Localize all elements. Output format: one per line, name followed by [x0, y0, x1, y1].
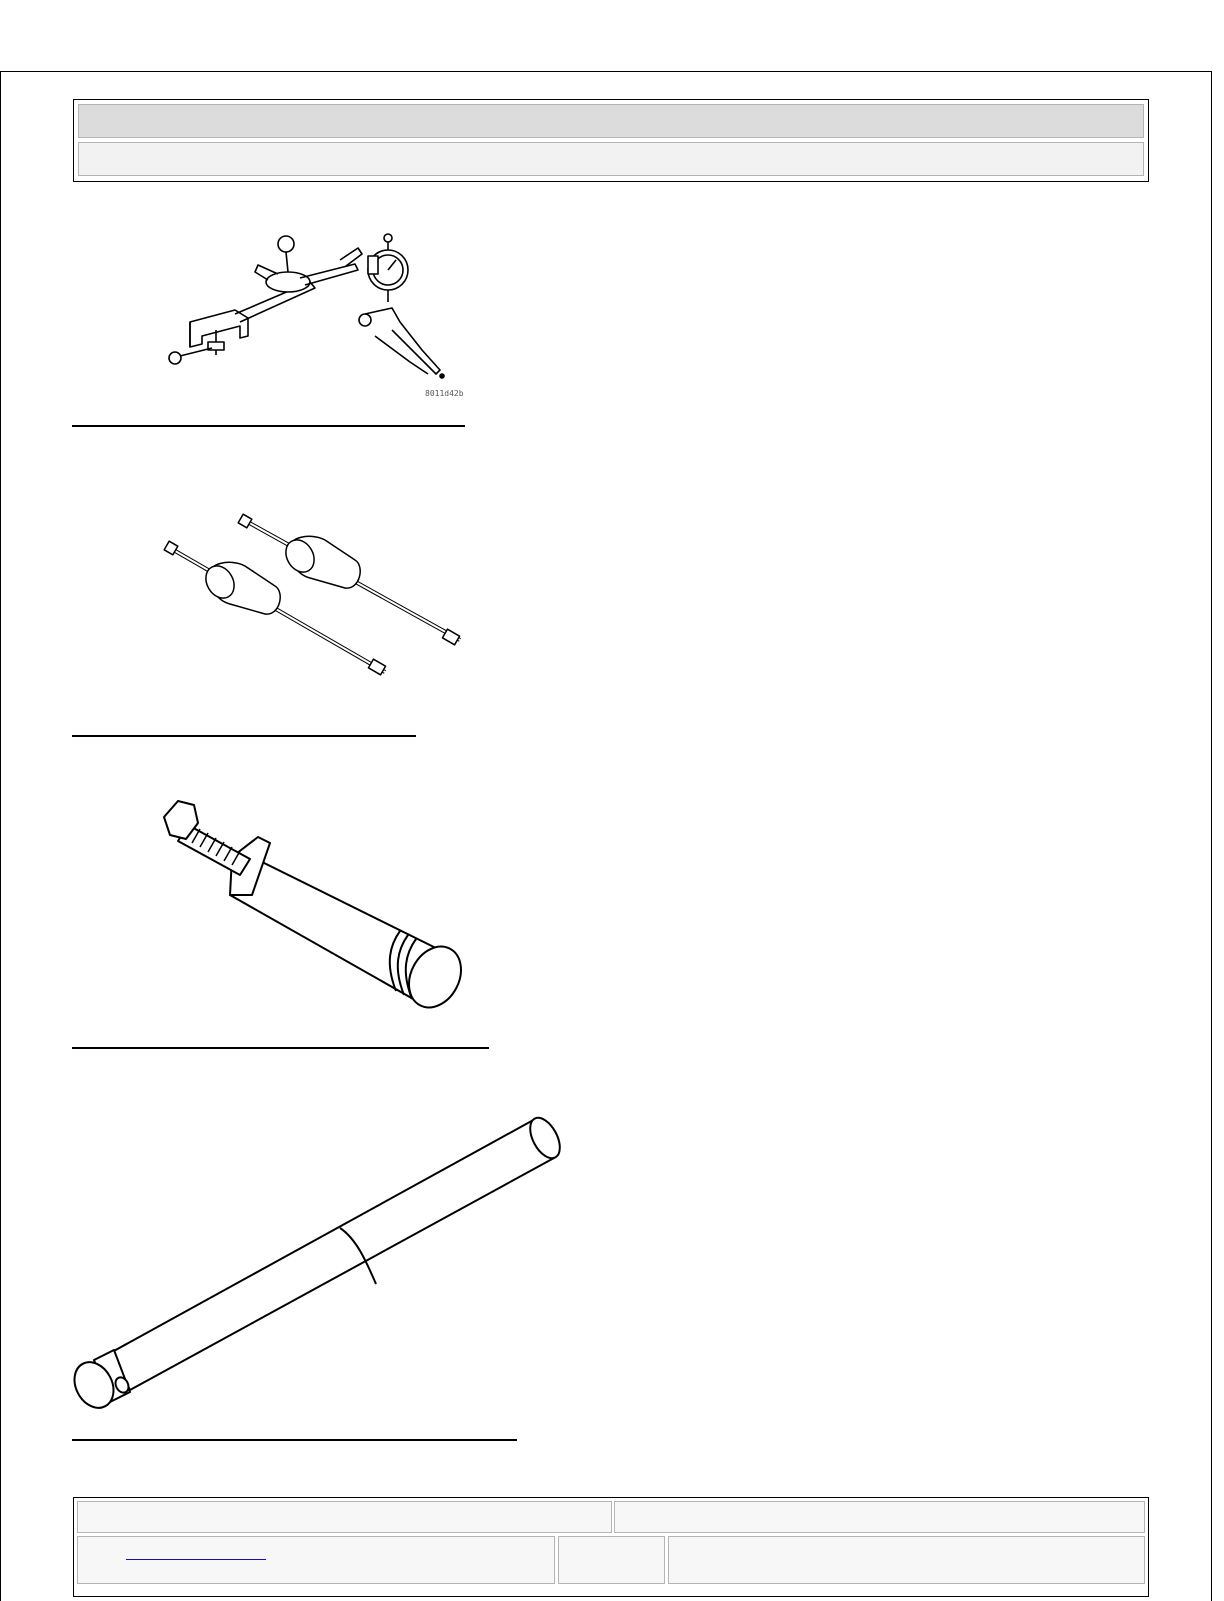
header-title-row: [78, 104, 1144, 138]
figure-divider: [72, 1439, 517, 1441]
footer-cell-top-right: [614, 1501, 1145, 1533]
figure-divider: [72, 735, 416, 737]
figure-slide-hammers: [160, 510, 470, 685]
dial-indicator-icon: [160, 230, 470, 405]
footer-cell-bottom-mid: [558, 1536, 665, 1584]
figure-divider: [72, 1047, 489, 1049]
slide-hammer-icon: [160, 510, 470, 685]
header-title: [79, 105, 1143, 121]
handle-icon: [72, 1100, 562, 1415]
figure-installer-handle: [72, 1100, 562, 1415]
figure-threaded-puller: [160, 795, 470, 1010]
footer-cell-bottom-right: [668, 1536, 1145, 1584]
footer-cell-top-left: [77, 1501, 612, 1533]
figure-divider: [72, 425, 465, 427]
header-subtitle-row: [78, 142, 1144, 176]
footer-link[interactable]: [126, 1541, 266, 1560]
puller-icon: [160, 795, 470, 1010]
figure-dial-indicator: [160, 230, 470, 405]
header-subtitle: [79, 143, 1143, 159]
header-table: [73, 99, 1149, 182]
figure-caption: 8011d42b: [425, 389, 464, 398]
